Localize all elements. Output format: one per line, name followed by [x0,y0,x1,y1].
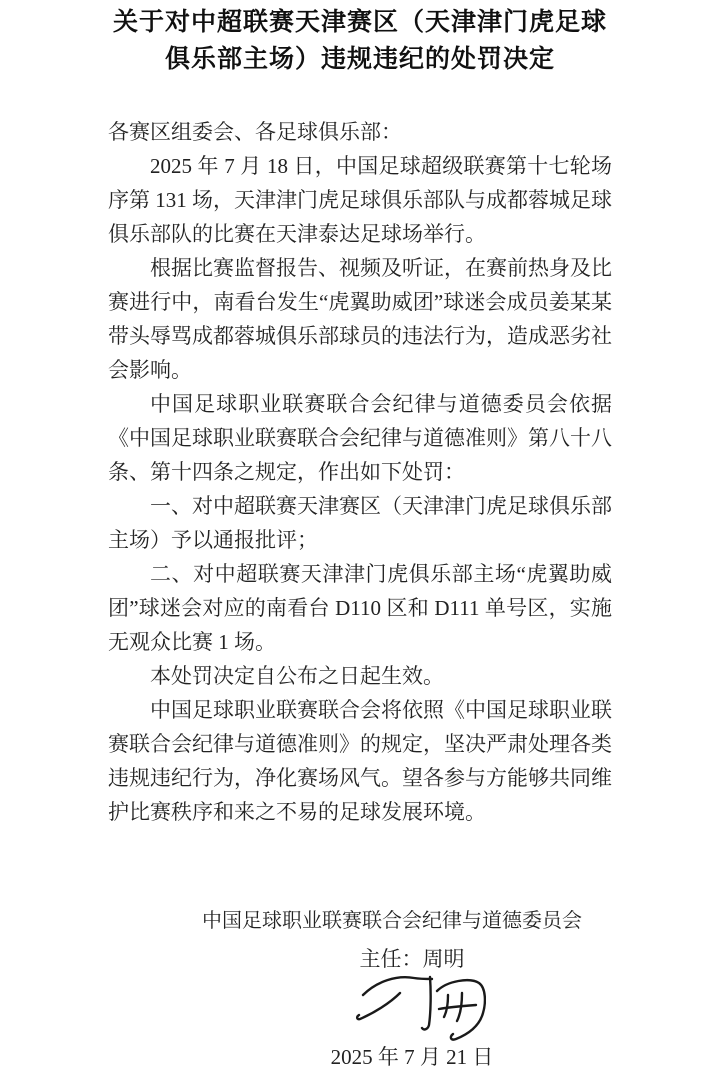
punishment-item-2: 二、对中超联赛天津津门虎俱乐部主场“虎翼助威团”球迷会对应的南看台 D110 区和 D111 单号区，实施无观众比赛 1 场。 [108,562,612,654]
issuer-organization: 中国足球职业联赛联合会纪律与道德委员会 [202,910,582,932]
paragraph-incident: 根据比赛监督报告、视频及听证，在赛前热身及比赛进行中，南看台发生“虎翼助威团”球迷会成员姜某某带头辱骂成都蓉城俱乐部球员的违法行为，造成恶劣社会影响。 [108,256,612,382]
signer-name-line: 主任：周明 [359,947,465,971]
paragraph-effective: 本处罚决定自公布之日起生效。 [150,664,444,688]
document-title-line2: 俱乐部主场）违规违纪的处罚决定 [164,46,555,73]
paragraph-match-info: 2025 年 7 月 18 日，中国足球超级联赛第十七轮场序第 131 场，天津津门虎足球俱乐部队与成都蓉城足球俱乐部队的比赛在天津泰达足球场举行。 [108,154,612,246]
issue-date: 2025 年 7 月 21 日 [330,1045,494,1069]
paragraph-closing: 中国足球职业联赛联合会将依照《中国足球职业联赛联合会纪律与道德准则》的规定，坚决严肃处理各类违规违纪行为，净化赛场风气。望各参与方能够共同维护比赛秩序和来之不易的足球发展环境。 [108,698,612,824]
document-body [108,115,612,829]
document-title [0,4,720,78]
paragraph-ruling-basis: 中国足球职业联赛联合会纪律与道德委员会依据《中国足球职业联赛联合会纪律与道德准则》第八十八条、第十四条之规定，作出如下处罚： [108,392,612,484]
punishment-item-1: 一、对中超联赛天津赛区（天津津门虎足球俱乐部主场）予以通报批评； [108,494,612,552]
document-title-line1: 关于对中超联赛天津赛区（天津津门虎足球 [112,9,607,36]
salutation: 各赛区组委会、各足球俱乐部： [108,120,402,144]
handwritten-signature-icon [352,971,486,1043]
